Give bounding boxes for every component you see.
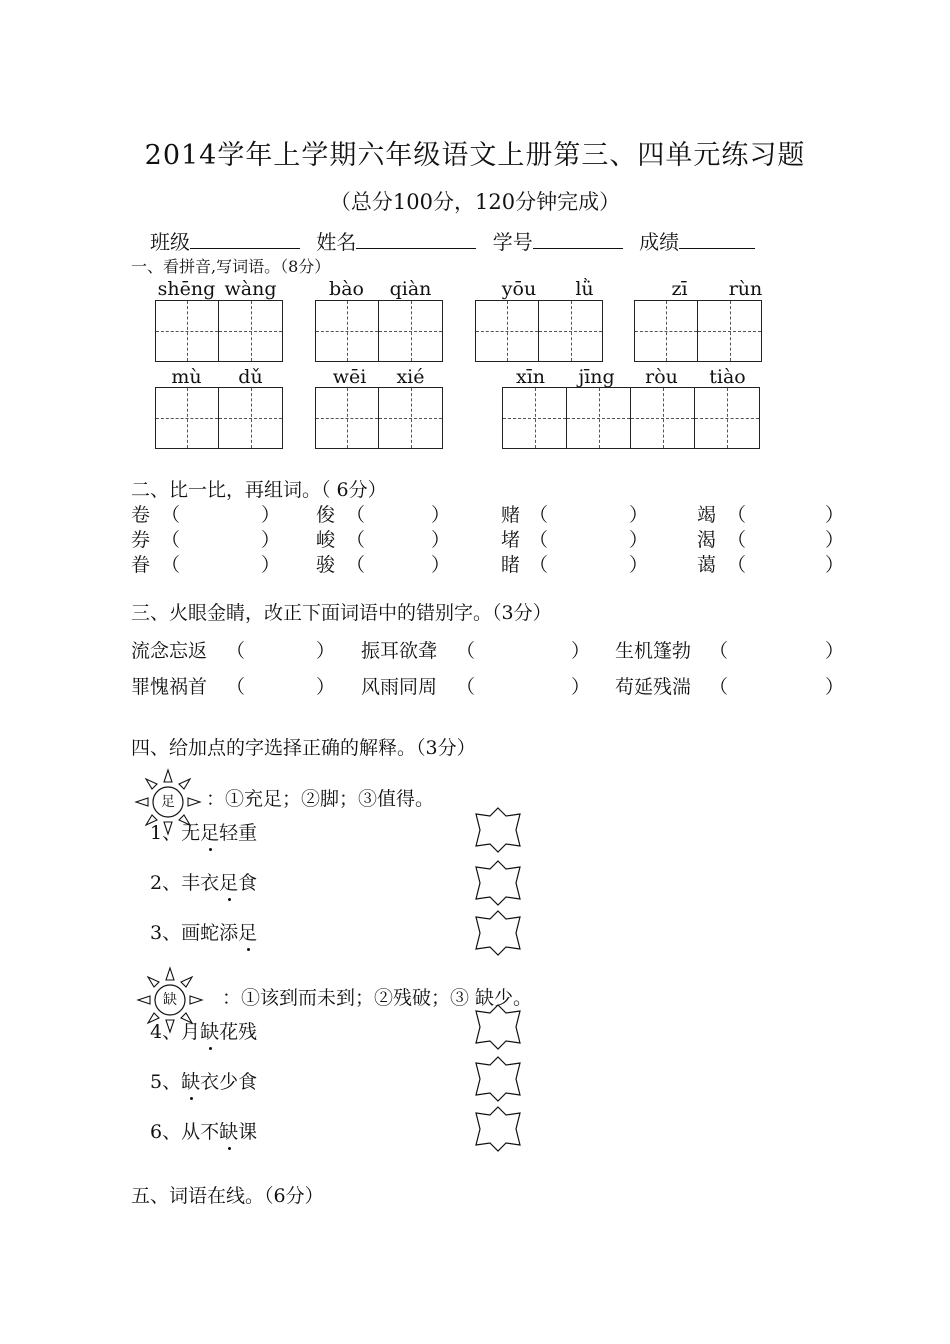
open-paren: （ bbox=[529, 504, 549, 526]
open-paren: （ bbox=[709, 640, 729, 662]
typo-word: 风雨同周 bbox=[361, 676, 438, 698]
open-paren: （ bbox=[529, 554, 549, 576]
writing-grid[interactable] bbox=[155, 387, 283, 449]
dotted-char: 足 bbox=[200, 818, 219, 845]
close-paren: ） bbox=[629, 554, 649, 576]
typo-word: 苟延残湍 bbox=[615, 676, 692, 698]
close-paren: ） bbox=[431, 554, 451, 576]
close-paren: ） bbox=[431, 529, 451, 551]
answer-star-box[interactable] bbox=[473, 1106, 523, 1152]
typo-word: 罪愧祸首 bbox=[131, 676, 208, 698]
pinyin: ròu bbox=[645, 366, 678, 388]
page-subtitle: （总分100分，120分钟完成） bbox=[329, 190, 621, 214]
compare-char: 渴 bbox=[697, 529, 717, 551]
writing-grid[interactable] bbox=[315, 300, 443, 362]
pinyin: rùn bbox=[728, 278, 763, 300]
open-paren: （ bbox=[226, 676, 246, 698]
close-paren: ） bbox=[825, 640, 845, 662]
meanings: ：①充足；②脚；③值得。 bbox=[206, 788, 435, 810]
open-paren: （ bbox=[727, 554, 747, 576]
writing-grid[interactable] bbox=[475, 300, 603, 362]
pinyin: wēi bbox=[332, 366, 367, 388]
typo-word: 振耳欲聋 bbox=[361, 640, 438, 662]
pinyin: tiào bbox=[709, 366, 746, 388]
typo-word: 生机篷勃 bbox=[615, 640, 692, 662]
dotted-char: 足 bbox=[219, 868, 238, 895]
compare-char: 蔼 bbox=[697, 554, 717, 576]
answer-star-box[interactable] bbox=[473, 1056, 523, 1102]
dotted-char: 足 bbox=[238, 918, 257, 945]
id-field[interactable] bbox=[533, 230, 623, 249]
open-paren: （ bbox=[161, 504, 181, 526]
compare-char: 眷 bbox=[131, 554, 151, 576]
close-paren: ） bbox=[825, 554, 845, 576]
student-info-line bbox=[150, 226, 765, 255]
name-label: 姓名 bbox=[316, 230, 357, 254]
list-item: 3、画蛇添足 bbox=[150, 918, 257, 945]
open-paren: （ bbox=[727, 504, 747, 526]
writing-grid[interactable] bbox=[155, 300, 283, 362]
class-label: 班级 bbox=[150, 230, 190, 254]
writing-grid[interactable] bbox=[315, 387, 443, 449]
close-paren: ） bbox=[261, 554, 281, 576]
dotted-char: 缺 bbox=[181, 1067, 200, 1094]
section3-heading: 三、火眼金睛，改正下面词语中的错别字。（3分） bbox=[131, 602, 552, 624]
section4-heading: 四、给加点的字选择正确的解释。（3分） bbox=[131, 737, 476, 759]
dotted-char: 缺 bbox=[219, 1117, 238, 1144]
dotted-char: 缺 bbox=[200, 1017, 219, 1044]
close-paren: ） bbox=[431, 504, 451, 526]
pinyin: shēng bbox=[157, 278, 216, 300]
pinyin: zī bbox=[671, 278, 688, 300]
pinyin: bào bbox=[329, 278, 364, 300]
close-paren: ） bbox=[261, 529, 281, 551]
close-paren: ） bbox=[825, 529, 845, 551]
sun-char: 足 bbox=[161, 794, 175, 810]
compare-table bbox=[131, 500, 851, 580]
compare-char: 骏 bbox=[316, 554, 336, 576]
answer-star-box[interactable] bbox=[473, 860, 523, 906]
section1-heading: 一、看拼音,写词语。（8分） bbox=[131, 257, 331, 276]
writing-grid[interactable] bbox=[502, 387, 760, 449]
pinyin: dǔ bbox=[238, 366, 263, 388]
score-label: 成绩 bbox=[639, 230, 680, 254]
list-item: 1、无足轻重 bbox=[150, 818, 257, 845]
list-item: 6、从不缺课 bbox=[150, 1117, 257, 1144]
open-paren: （ bbox=[161, 529, 181, 551]
list-item: 2、丰衣足食 bbox=[150, 868, 257, 895]
open-paren: （ bbox=[456, 640, 476, 662]
compare-char: 赌 bbox=[501, 504, 521, 526]
open-paren: （ bbox=[529, 529, 549, 551]
name-field[interactable] bbox=[356, 230, 476, 249]
compare-char: 券 bbox=[131, 529, 151, 551]
pinyin: yōu bbox=[501, 278, 537, 300]
close-paren: ） bbox=[571, 640, 591, 662]
pinyin: wàng bbox=[224, 278, 277, 300]
pinyin: xié bbox=[396, 366, 425, 388]
pinyin: mù bbox=[171, 366, 202, 388]
compare-char: 竭 bbox=[697, 504, 717, 526]
close-paren: ） bbox=[261, 504, 281, 526]
open-paren: （ bbox=[709, 676, 729, 698]
sun-char: 缺 bbox=[163, 992, 177, 1008]
list-item: 4、月缺花残 bbox=[150, 1017, 257, 1044]
class-field[interactable] bbox=[190, 230, 300, 249]
open-paren: （ bbox=[226, 640, 246, 662]
compare-char: 睹 bbox=[501, 554, 521, 576]
open-paren: （ bbox=[346, 554, 366, 576]
pinyin: qiàn bbox=[389, 278, 432, 300]
close-paren: ） bbox=[571, 676, 591, 698]
open-paren: （ bbox=[346, 529, 366, 551]
id-label: 学号 bbox=[492, 230, 533, 254]
section5-heading: 五、词语在线。（6分） bbox=[131, 1185, 324, 1207]
compare-char: 峻 bbox=[316, 529, 336, 551]
close-paren: ） bbox=[825, 676, 845, 698]
answer-star-box[interactable] bbox=[473, 807, 523, 853]
compare-char: 堵 bbox=[501, 529, 521, 551]
close-paren: ） bbox=[629, 504, 649, 526]
open-paren: （ bbox=[161, 554, 181, 576]
close-paren: ） bbox=[316, 676, 336, 698]
meanings: ：①该到而未到；②残破；③ 缺少。 bbox=[222, 987, 533, 1009]
answer-star-box[interactable] bbox=[473, 1004, 523, 1050]
pinyin: xīn bbox=[515, 366, 546, 388]
typo-table bbox=[131, 636, 851, 706]
score-field[interactable] bbox=[679, 230, 755, 249]
pinyin: jīng bbox=[578, 366, 615, 388]
close-paren: ） bbox=[825, 504, 845, 526]
close-paren: ） bbox=[316, 640, 336, 662]
close-paren: ） bbox=[629, 529, 649, 551]
answer-star-box[interactable] bbox=[473, 910, 523, 956]
list-item: 5、缺衣少食 bbox=[150, 1067, 257, 1094]
pinyin: lǜ bbox=[575, 278, 594, 300]
writing-grid[interactable] bbox=[634, 300, 762, 362]
open-paren: （ bbox=[727, 529, 747, 551]
page-title: 2014学年上学期六年级语文上册第三、四单元练习题 bbox=[144, 140, 806, 171]
compare-char: 俊 bbox=[316, 504, 336, 526]
typo-word: 流念忘返 bbox=[131, 640, 208, 662]
open-paren: （ bbox=[346, 504, 366, 526]
compare-char: 卷 bbox=[131, 504, 151, 526]
open-paren: （ bbox=[456, 676, 476, 698]
section2-heading: 二、比一比，再组词。（ 6分） bbox=[131, 479, 387, 501]
